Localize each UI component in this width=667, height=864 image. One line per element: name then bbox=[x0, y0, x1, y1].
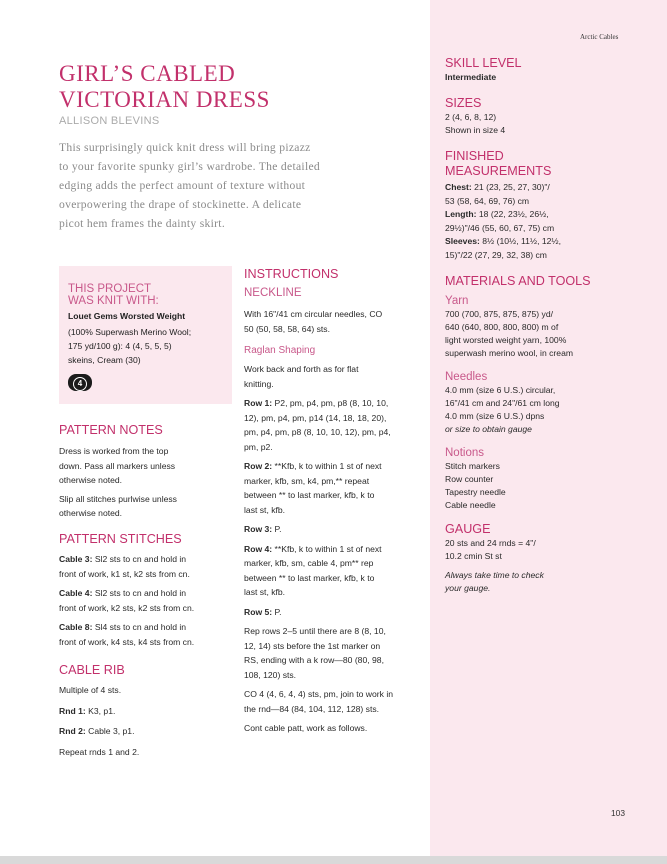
gauge-heading: GAUGE bbox=[445, 522, 491, 536]
repeat-rows-text: Rep rows 2–5 until there are 8 (8, 10, 12, 14) sts before the 1st marker on RS, ending with a k row—80 (80, 98, 108, 120) sts. bbox=[244, 626, 386, 680]
needles-heading: Needles bbox=[445, 371, 488, 383]
row-1-text: Row 1: P2, pm, p4, pm, p8 (8, 10, 10, 12), pm, p4, pm, p14 (14, 18, 18, 20), pm, p4, pm, p8 (8, 10, 10, 12), pm, p4, pm, p2. bbox=[244, 398, 391, 452]
yarn-name: Louet Gems Worsted Weight bbox=[68, 311, 186, 321]
sidebar-content bbox=[445, 56, 657, 595]
notions-heading: Notions bbox=[445, 447, 484, 459]
row-3-text: Row 3: P. bbox=[244, 524, 282, 534]
title-line-2: VICTORIAN DRESS bbox=[59, 87, 270, 112]
cable-rib-rnd-2: Rnd 2: Cable 3, p1. bbox=[59, 726, 135, 736]
row-2-text: Row 2: **Kfb, k to within 1 st of next marker, kfb, sm, k4, pm,** repeat between ** to last marker, kfb, k to last st, kfb. bbox=[244, 461, 382, 515]
finished-measurements-heading: FINISHED MEASUREMENTS bbox=[445, 149, 552, 178]
pattern-notes-section bbox=[59, 423, 234, 521]
gauge-note: Always take time to check your gauge. bbox=[445, 570, 544, 593]
skill-level-heading: SKILL LEVEL bbox=[445, 56, 522, 70]
cable-rib-intro: Multiple of 4 sts. bbox=[59, 685, 122, 695]
yarn-weight-4-icon: 4 bbox=[68, 374, 92, 391]
sleeves-measurement: Sleeves: 8½ (10½, 11½, 12½, 15)"/22 (27, 29, 32, 38) cm bbox=[445, 236, 561, 260]
knit-with-heading: THIS PROJECT WAS KNIT WITH: bbox=[68, 283, 159, 307]
neckline-text: With 16"/41 cm circular needles, CO 50 (50, 58, 58, 64) sts. bbox=[244, 309, 383, 334]
knit-with-box bbox=[59, 266, 232, 404]
yarn-requirements: 700 (700, 875, 875, 875) yd/ 640 (640, 800, 800, 800) m of light worsted weight yarn, 100% superwash merino wool, in cream bbox=[445, 309, 574, 358]
cable-rib-section bbox=[59, 663, 234, 759]
cable-rib-repeat: Repeat rnds 1 and 2. bbox=[59, 746, 140, 757]
bottom-scrollbar-strip bbox=[0, 856, 667, 864]
instructions-section bbox=[244, 267, 426, 736]
cable-4-stitch: Cable 4: Sl2 sts to cn and hold in front of work, k2 sts, k2 sts from cn. bbox=[59, 588, 195, 613]
pattern-title bbox=[59, 61, 270, 113]
yarn-details: (100% Superwash Merino Wool; 175 yd/100 g): 4 (4, 5, 5, 5) skeins, Cream (30) bbox=[68, 327, 192, 365]
pattern-note-2: Slip all stitches purlwise unless otherwise noted. bbox=[59, 493, 177, 518]
pattern-stitches-section bbox=[59, 532, 234, 649]
chest-measurement: Chest: 21 (23, 25, 27, 30)"/ 53 (58, 64, 69, 76) cm bbox=[445, 182, 550, 206]
notions-list: Stitch markers Row counter Tapestry needle Cable needle bbox=[445, 461, 506, 510]
needles-requirements: 4.0 mm (size 6 U.S.) circular, 16"/41 cm and 24"/61 cm long 4.0 mm (size 6 U.S.) dpns or size to obtain gauge bbox=[445, 385, 560, 434]
page-number: 103 bbox=[611, 808, 625, 818]
cast-on-join-text: CO 4 (4, 6, 4, 4) sts, pm, join to work in the rnd—84 (84, 104, 112, 128) sts. bbox=[244, 689, 394, 714]
cable-8-stitch: Cable 8: Sl4 sts to cn and hold in front of work, k4 sts, k4 sts from cn. bbox=[59, 622, 195, 647]
sizes-heading: SIZES bbox=[445, 96, 482, 110]
row-4-text: Row 4: **Kfb, k to within 1 st of next marker, kfb, sm, cable 4, pm** rep between ** to last marker, kfb, k to last st, kfb. bbox=[244, 543, 382, 597]
gauge-value: 20 sts and 24 rnds = 4"/ 10.2 cmin St st bbox=[445, 538, 536, 561]
row-5-text: Row 5: P. bbox=[244, 606, 282, 617]
cable-rib-heading: CABLE RIB bbox=[59, 663, 125, 677]
running-head: Arctic Cables bbox=[580, 33, 619, 41]
author-name: ALLISON BLEVINS bbox=[59, 115, 160, 127]
raglan-text: Work back and forth as for flat knitting. bbox=[244, 364, 359, 389]
yarn-heading: Yarn bbox=[445, 295, 469, 307]
intro-paragraph: This surprisingly quick knit dress will bring pizazz to your favorite spunky girl’s wardrobe. The detailed edging adds the perfect amount of texture without overpowering the drape of stockinette. A delicate picot hem frames the dainty skirt. bbox=[59, 141, 321, 230]
pattern-stitches-heading: PATTERN STITCHES bbox=[59, 532, 182, 546]
length-measurement: Length: 18 (22, 23½, 26½, 29½)"/46 (55, 60, 67, 75) cm bbox=[445, 209, 555, 233]
neckline-heading: NECKLINE bbox=[244, 287, 302, 299]
continue-text: Cont cable patt, work as follows. bbox=[244, 723, 368, 733]
cable-rib-rnd-1: Rnd 1: K3, p1. bbox=[59, 705, 116, 716]
title-line-1: GIRL’S CABLED bbox=[59, 61, 236, 86]
pattern-note-1: Dress is worked from the top down. Pass all markers unless otherwise noted. bbox=[59, 446, 176, 485]
cable-3-stitch: Cable 3: Sl2 sts to cn and hold in front of work, k1 st, k2 sts from cn. bbox=[59, 554, 190, 579]
raglan-shaping-heading: Raglan Shaping bbox=[244, 345, 316, 356]
sizes-value: 2 (4, 6, 8, 12) Shown in size 4 bbox=[445, 112, 506, 135]
pattern-notes-heading: PATTERN NOTES bbox=[59, 423, 163, 437]
instructions-heading: INSTRUCTIONS bbox=[244, 267, 339, 281]
materials-tools-heading: MATERIALS AND TOOLS bbox=[445, 274, 591, 288]
skill-level-value: Intermediate bbox=[445, 72, 497, 82]
